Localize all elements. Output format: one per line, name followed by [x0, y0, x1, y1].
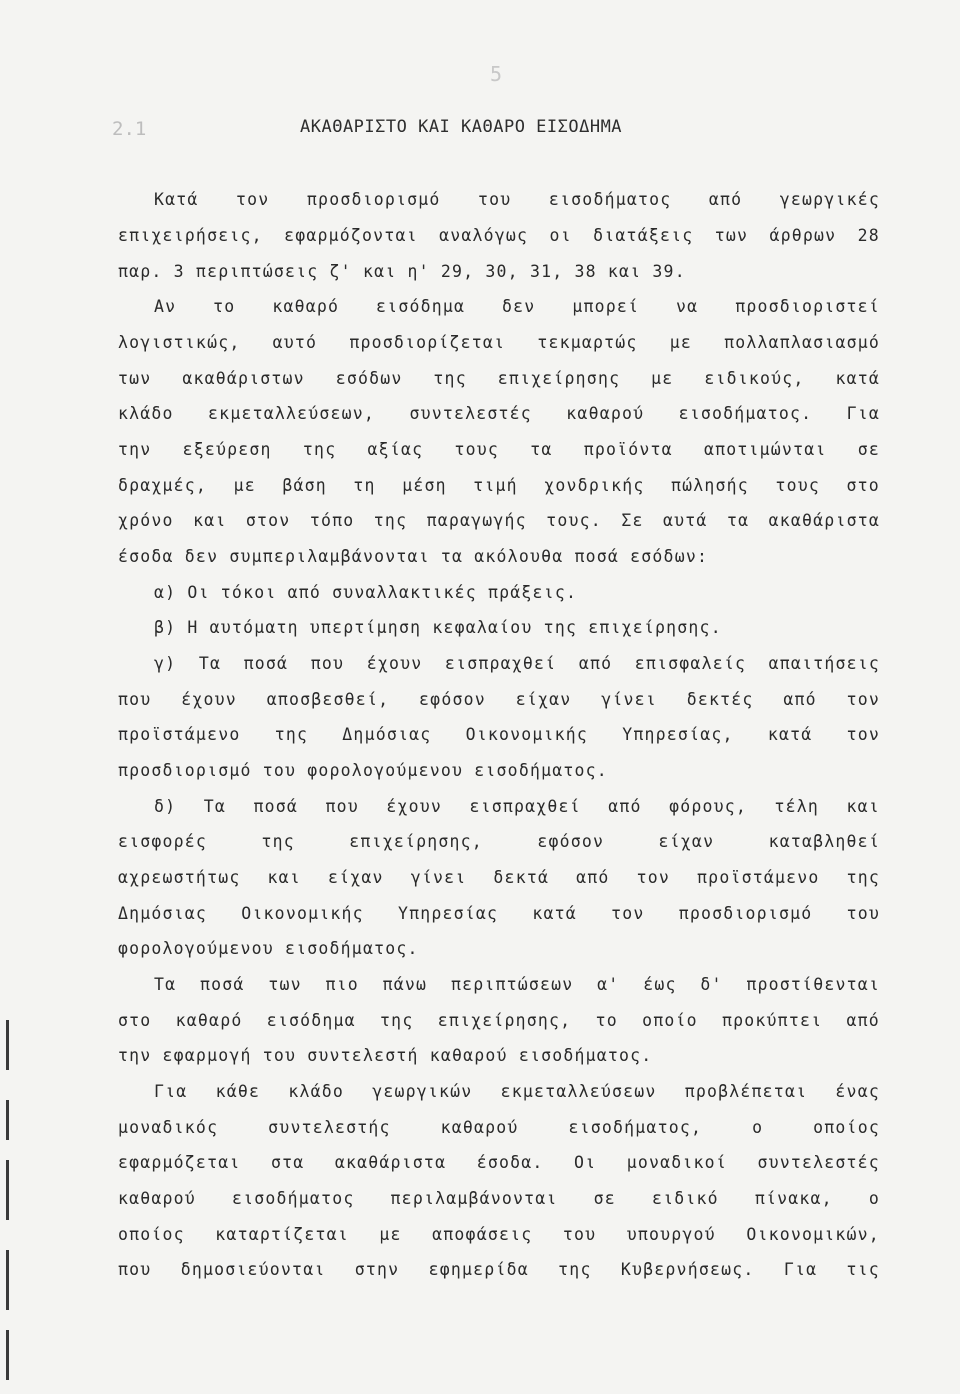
word: από	[708, 190, 743, 209]
word: Κατά	[154, 190, 199, 209]
word: φόρους,	[669, 797, 748, 816]
word: ακαθάριστων	[182, 369, 305, 388]
word: με	[651, 369, 674, 388]
word: υπουργού	[626, 1225, 716, 1244]
word: της	[558, 1260, 592, 1279]
word: τους	[775, 476, 820, 495]
word: αυτό	[272, 333, 318, 352]
word: προσδιορίζεται	[349, 333, 506, 352]
word: παραγωγής	[426, 511, 527, 530]
word: Τα	[203, 797, 227, 816]
section-number: 2.1	[112, 118, 147, 140]
word: Αν	[154, 297, 177, 316]
word: εισπραχθεί	[444, 654, 557, 673]
text-line	[118, 508, 880, 544]
word: από	[608, 797, 642, 816]
section-title: ΑΚΑΘΑΡΙΣΤΟ ΚΑΙ ΚΑΘΑΡΟ ΕΙΣΟΔΗΜΑ	[300, 117, 623, 137]
word: ειδικούς,	[704, 369, 805, 388]
word: Οι	[573, 1153, 597, 1172]
word: γεωργικών	[372, 1082, 473, 1101]
word: μοναδικοί	[626, 1153, 727, 1172]
word: προϊόντα	[583, 440, 673, 459]
word: που	[325, 797, 359, 816]
word: επιχειρήσεις,	[118, 226, 263, 245]
word: τις	[846, 1260, 880, 1279]
word: τον	[636, 868, 670, 887]
text-line	[118, 1222, 880, 1257]
word: την	[118, 440, 152, 459]
word: από	[576, 868, 610, 887]
text-line	[118, 829, 880, 865]
word: τον	[611, 904, 645, 923]
word: καταρτίζεται	[215, 1225, 349, 1244]
word: τεκμαρτώς	[537, 333, 638, 352]
word: επιχείρησης,	[437, 1011, 572, 1030]
word: ποσά	[253, 797, 299, 816]
word: γίνει	[601, 690, 657, 709]
word: τόπο	[309, 511, 355, 530]
word: Σε	[621, 511, 644, 530]
word: και	[846, 797, 880, 816]
word: πίνακα,	[754, 1189, 833, 1208]
word: λογιστικώς,	[118, 333, 241, 352]
word: κλάδο	[118, 404, 174, 423]
word: της	[846, 868, 880, 887]
word: προϊστάμενο	[118, 725, 241, 744]
word: δημοσιεύονται	[180, 1260, 326, 1279]
word: της	[433, 369, 467, 388]
text-line	[118, 687, 880, 722]
text-line	[118, 972, 880, 1008]
word: επιχείρησης	[497, 369, 621, 388]
word: μέση	[402, 476, 447, 495]
word: των	[118, 369, 152, 388]
word: εφαρμόζονται	[284, 226, 418, 245]
word: συντελεστές	[757, 1153, 880, 1172]
word: το	[213, 297, 236, 316]
text-line	[118, 1257, 880, 1293]
word: έχουν	[366, 654, 423, 673]
word: δ)	[154, 797, 177, 816]
word: οποίο	[642, 1011, 698, 1030]
word: Για	[846, 404, 880, 423]
word: πολλαπλασιασμό	[724, 333, 880, 352]
text-line	[118, 722, 880, 758]
word: καθαρό	[175, 1011, 243, 1030]
word: βάση	[282, 476, 327, 495]
word: αναλόγως	[439, 226, 529, 245]
word: α'	[597, 975, 620, 994]
word: στο	[118, 1011, 152, 1030]
word: καταβληθεί	[768, 832, 880, 851]
word: κλάδο	[288, 1082, 345, 1101]
word: χονδρικής	[544, 476, 645, 495]
word: επιχείρησης,	[349, 832, 483, 851]
word: Δημόσιας	[342, 725, 432, 744]
word: προκύπτει	[722, 1011, 823, 1030]
word: ειδικό	[651, 1189, 719, 1208]
word: εφόσον	[537, 832, 605, 851]
text-line	[118, 794, 880, 829]
word: αποτιμώνται	[704, 440, 827, 459]
word: είχαν	[658, 832, 715, 851]
word: Οικονομικής	[241, 904, 364, 923]
document-body	[118, 187, 880, 1293]
word: Τα	[198, 654, 222, 673]
word: αχρεωστήτως	[118, 868, 241, 887]
word: της	[380, 1011, 414, 1030]
word: γίνει	[410, 868, 467, 887]
word: αυτά	[663, 511, 708, 530]
word: έχουν	[181, 690, 237, 709]
word: του	[846, 904, 880, 923]
word: Τα	[154, 975, 177, 994]
word: του	[562, 1225, 597, 1244]
text-line	[118, 401, 880, 437]
word: έσοδα.	[476, 1153, 544, 1172]
word: τον	[846, 690, 880, 709]
text-line: β) Η αυτόματη υπερτίμηση κεφαλαίου της επιχείρησης.	[154, 618, 722, 637]
text-line	[118, 1079, 880, 1115]
word: συντελεστής	[268, 1118, 391, 1137]
word: κατά	[767, 725, 813, 744]
word: στα	[270, 1153, 305, 1172]
word: να	[676, 297, 699, 316]
text-line	[118, 651, 880, 687]
word: τον	[236, 190, 270, 209]
word: κατά	[835, 369, 880, 388]
word: με	[379, 1225, 402, 1244]
word: Οικονομικής	[465, 725, 589, 744]
word: συντελεστές	[409, 404, 532, 423]
word: μοναδικός	[118, 1118, 219, 1137]
word: εισφορές	[118, 832, 208, 851]
word: Κυβερνήσεως.	[620, 1260, 755, 1279]
word: εφαρμόζεται	[118, 1153, 241, 1172]
word: της	[302, 440, 337, 459]
word: που	[118, 690, 152, 709]
word: της	[274, 725, 309, 744]
word: των	[714, 226, 749, 245]
word: σε	[593, 1189, 616, 1208]
text-line: έσοδα δεν συμπεριλαμβάνονται τα ακόλουθα ποσά εσόδων:	[118, 547, 709, 566]
word: καθαρού	[566, 404, 645, 423]
word: των	[268, 975, 302, 994]
word: εισόδημα	[266, 1011, 356, 1030]
word: με	[669, 333, 692, 352]
word: προσδιορισμό	[678, 904, 813, 923]
word: το	[595, 1011, 618, 1030]
word: εξεύρεση	[182, 440, 272, 459]
word: δραχμές,	[118, 476, 208, 495]
text-line: προσδιορισμό του φορολογούμενου εισοδήματος.	[118, 761, 608, 780]
text-line	[118, 865, 880, 901]
word: καθαρού	[118, 1189, 196, 1208]
word: Για	[154, 1082, 188, 1101]
word: πώλησής	[671, 476, 749, 495]
word: που	[310, 654, 345, 673]
word: και	[267, 868, 301, 887]
word: εκμεταλλεύσεων	[500, 1082, 657, 1101]
word: είχαν	[515, 690, 572, 709]
word: ακαθάριστα	[768, 511, 880, 530]
word: δεν	[502, 297, 536, 316]
word: μπορεί	[572, 297, 640, 316]
word: εφόσον	[419, 690, 486, 709]
word: στην	[354, 1260, 400, 1279]
word: εισπραχθεί	[469, 797, 581, 816]
word: τιμή	[473, 476, 518, 495]
text-line: α) Οι τόκοι από συναλλακτικές πράξεις.	[154, 583, 578, 602]
word: είχαν	[327, 868, 384, 887]
word: χρόνο	[118, 511, 174, 530]
text-line	[118, 1150, 880, 1186]
margin-mark	[6, 1160, 9, 1220]
margin-mark	[6, 1100, 9, 1140]
word: επισφαλείς	[634, 654, 747, 673]
page-number: 5	[490, 62, 503, 86]
word: τους.	[546, 511, 602, 530]
word: εισόδημα	[376, 297, 466, 316]
word: Δημόσιας	[118, 904, 208, 923]
text-line: παρ. 3 περιπτώσεις ζ' και η' 29, 30, 31, 38 και 39.	[118, 262, 686, 281]
word: ποσά	[200, 975, 245, 994]
word: με	[233, 476, 256, 495]
word: ο	[752, 1118, 764, 1137]
word: αποσβεσθεί,	[266, 690, 390, 709]
word: τέλη	[774, 797, 820, 816]
word: οποίος	[118, 1225, 185, 1244]
word: έχουν	[386, 797, 442, 816]
word: περιλαμβάνονται	[390, 1189, 558, 1208]
text-line	[118, 1115, 880, 1150]
word: Υπηρεσίας,	[622, 725, 734, 744]
word: εισοδήματος	[232, 1189, 355, 1208]
word: της	[261, 832, 295, 851]
word: της	[373, 511, 408, 530]
text-line	[118, 437, 880, 473]
word: εισοδήματος	[548, 190, 672, 209]
word: τους	[454, 440, 499, 459]
word: στον	[245, 511, 291, 530]
word: του	[478, 190, 512, 209]
word: προστίθενται	[746, 975, 880, 994]
word: 28	[857, 226, 880, 245]
word: από	[578, 654, 613, 673]
word: δεκτές	[686, 690, 754, 709]
word: γεωργικές	[779, 190, 880, 209]
word: πιο	[325, 975, 359, 994]
word: Για	[783, 1260, 818, 1279]
word: αποφάσεις	[432, 1225, 533, 1244]
text-line	[118, 366, 880, 401]
text-line	[118, 1008, 880, 1043]
word: από	[783, 690, 817, 709]
word: οι	[549, 226, 572, 245]
word: Οικονομικών,	[746, 1225, 880, 1244]
text-line	[118, 330, 880, 366]
word: και	[193, 511, 227, 530]
word: εφημερίδα	[428, 1260, 529, 1279]
word: πάνω	[382, 975, 428, 994]
text-line	[118, 187, 880, 223]
word: εκμεταλλεύσεων,	[208, 404, 376, 423]
word: προϊστάμενο	[697, 868, 820, 887]
word: έως	[643, 975, 677, 994]
word: αξίας	[367, 440, 424, 459]
word: καθαρού	[440, 1118, 519, 1137]
word: ένας	[835, 1082, 880, 1101]
word: στο	[846, 476, 880, 495]
word: δεκτά	[493, 868, 550, 887]
word: τη	[353, 476, 376, 495]
text-line	[118, 294, 880, 330]
word: τα	[530, 440, 553, 459]
text-line	[118, 223, 880, 259]
word: σε	[857, 440, 880, 459]
word: γ)	[154, 654, 177, 673]
word: εισοδήματος,	[568, 1118, 703, 1137]
text-line: την εφαρμογή του συντελεστή καθαρού εισοδήματος.	[118, 1046, 653, 1065]
text-line: φορολογούμενου εισοδήματος.	[118, 939, 419, 958]
word: κάθε	[215, 1082, 261, 1101]
word: τον	[846, 725, 880, 744]
word: προσδιορισμό	[306, 190, 441, 209]
word: καθαρό	[272, 297, 340, 316]
text-line	[118, 473, 880, 508]
word: που	[118, 1260, 152, 1279]
word: τα	[726, 511, 750, 530]
word: εισοδήματος.	[678, 404, 813, 423]
word: προσδιοριστεί	[735, 297, 880, 316]
word: ο	[868, 1189, 880, 1208]
text-line	[118, 901, 880, 936]
margin-mark	[6, 1330, 9, 1380]
word: απαιτήσεις	[768, 654, 880, 673]
word: ακαθάριστα	[334, 1153, 447, 1172]
word: διατάξεις	[593, 226, 694, 245]
word: δ'	[700, 975, 723, 994]
word: προβλέπεται	[684, 1082, 808, 1101]
word: άρθρων	[769, 226, 837, 245]
text-line	[118, 1186, 880, 1222]
word: περιπτώσεων	[450, 975, 574, 994]
word: από	[846, 1011, 880, 1030]
margin-mark	[6, 1020, 9, 1070]
margin-mark	[6, 1250, 9, 1310]
word: Υπηρεσίας	[397, 904, 499, 923]
word: οποίος	[813, 1118, 880, 1137]
word: ποσά	[243, 654, 289, 673]
word: εσόδων	[335, 369, 403, 388]
word: κατά	[532, 904, 577, 923]
